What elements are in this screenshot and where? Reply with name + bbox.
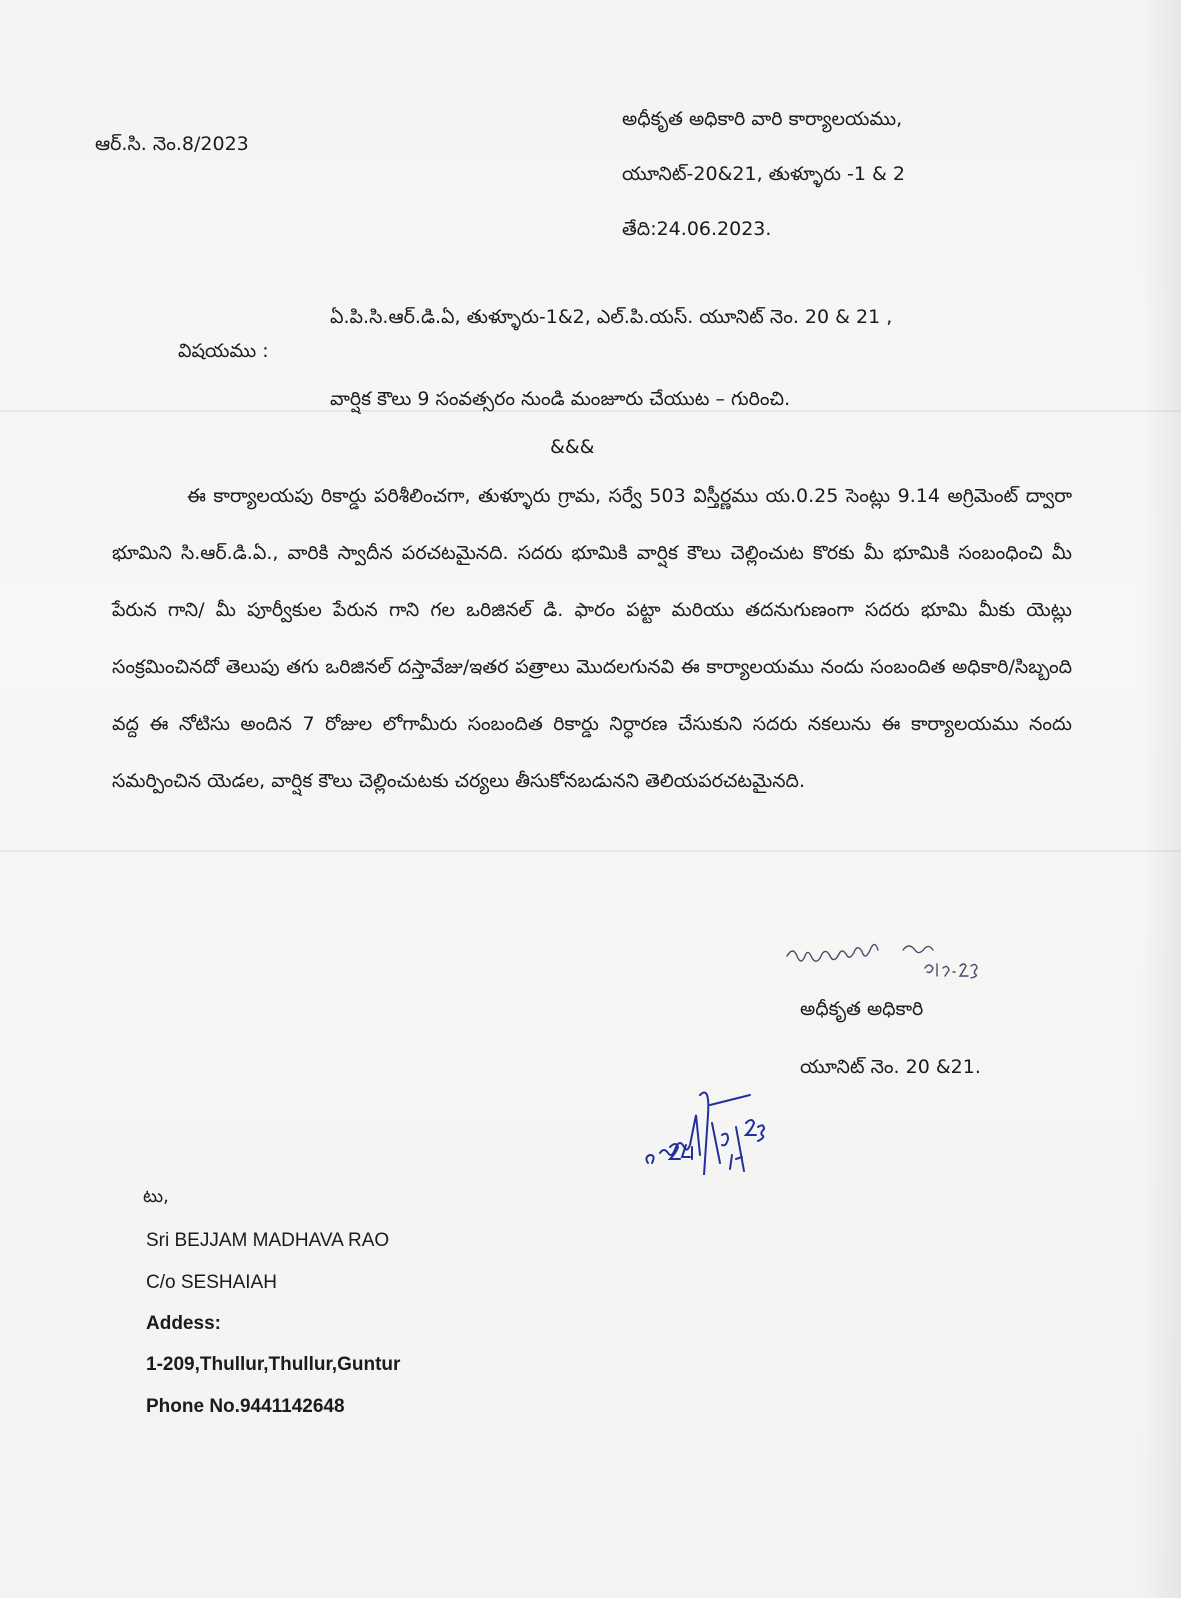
page-shadow: [1141, 0, 1181, 1598]
subject-line: ఏ.పి.సి.ఆర్.డి.ఏ, తుళ్ళూరు-1&2, ఎల్.పి.యస్. యూనిట్ నెం. 20 & 21 ,: [330, 306, 893, 328]
signatory-title: అధీకృత అధికారి: [800, 998, 924, 1020]
office-unit: యూనిట్-20&21, తుళ్ళూరు -1 & 2: [622, 163, 905, 185]
address-label: Addess:: [146, 1313, 221, 1334]
recipient-address: 1-209,Thullur,Thullur,Guntur: [146, 1354, 401, 1375]
subject-label: విషయము :: [178, 340, 269, 362]
fold-line: [0, 850, 1181, 852]
document-date: తేది:24.06.2023.: [622, 218, 772, 240]
subject-line: వార్షిక కౌలు 9 సంవత్సరం నుండి మంజూరు చేయుట – గురించి.: [330, 388, 791, 410]
fold-line: [0, 410, 1181, 412]
handwritten-initials: [640, 1075, 790, 1175]
recipient-phone: Phone No.9441142648: [146, 1396, 345, 1417]
recipient-to-label: టు,: [143, 1186, 169, 1207]
reference-number: ఆర్.సి. నెం.8/2023: [95, 133, 249, 155]
office-name: అధీకృత అధికారి వారి కార్యాలయము,: [622, 108, 903, 130]
section-separator: &&&: [550, 436, 595, 458]
handwritten-signature: [785, 938, 1015, 988]
recipient-care-of: C/o SESHAIAH: [146, 1272, 277, 1293]
recipient-name: Sri BEJJAM MADHAVA RAO: [146, 1230, 390, 1251]
body-paragraph: ఈ కార్యాలయపు రికార్డు పరిశీలించగా, తుళ్ళూరు గ్రామ, సర్వే 503 విస్తీర్ణము య.0.25 సెంట్లు 9.14 అగ్రిమెంట్ ద్వారా భూమిని సి.ఆర్.డి.ఏ., వారికి స్వాదీన పరచటమైనది. సదరు భూమికి వార్షిక కౌలు చెల్లించుట కొరకు మీ భూమికి సంబంధించి మీ పేరున గాని/ మీ పూర్వీకుల పేరున గాని గల ఒరిజినల్ డి. ఫారం పట్టా మరియు తదనుగుణంగా సదరు భూమి మీకు యెట్లు సంక్రమించినదో తెలుపు తగు ఒరిజినల్ దస్తావేజు/ఇతర పత్రాలు మొదలగునవి ఈ కార్యాలయము నందు సంబందిత అధికారి/సిబ్బంది వద్ద ఈ నోటిసు అందిన 7 రోజుల లోగామీరు సంబందిత రికార్డు నిర్ధారణ చేసుకుని సదరు నకలును ఈ కార్యాలయము నందు సమర్పించిన యెడల, వార్షిక కౌలు చెల్లించుటకు చర్యలు తీసుకోనబడునని తెలియపరచటమైనది.: [112, 485, 1072, 792]
signatory-unit: యూనిట్ నెం. 20 &21.: [800, 1056, 981, 1078]
